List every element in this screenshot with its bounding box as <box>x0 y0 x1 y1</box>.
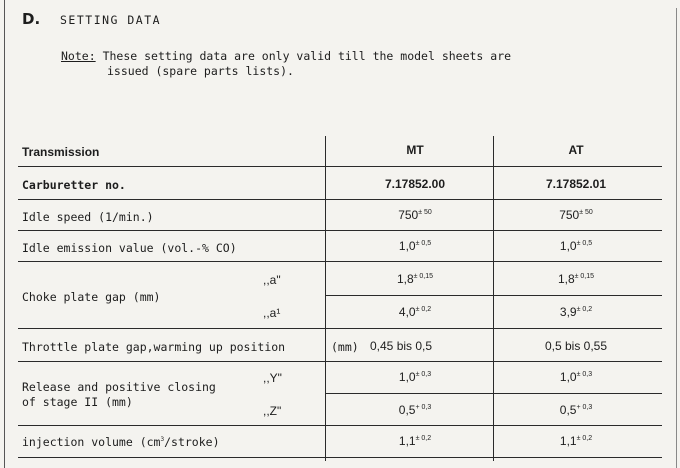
row-release-y-mt: $1,0^{\pm 0,3}$ <box>398 370 432 384</box>
row-injection-mt: $1,1^{\pm 0,2}$ <box>398 434 432 448</box>
row-idle-emission-mt: $1,0^{\pm 0,5}$ <box>398 239 432 253</box>
row-throttle-at: 0,5 bis 0,55 <box>544 339 608 353</box>
section-title: SETTING DATA <box>60 13 162 27</box>
row-choke-a1-mt: $4,0^{\pm 0,2}$ <box>398 305 432 319</box>
note-line-2: issued (spare parts lists). <box>107 64 294 78</box>
row-idle-emission-label: Idle emission value (vol.-% CO) <box>22 241 237 255</box>
note-label: Note: <box>61 49 96 63</box>
header-mt: MT <box>406 143 424 157</box>
row-release-sub-y: ,,Y" <box>263 371 282 385</box>
row-choke-sub-a1: ,,a¹ <box>263 306 281 320</box>
row-injection-at: $1,1^{\pm 0,2}$ <box>559 434 593 448</box>
row-release-y-at: $1,0^{\pm 0,3}$ <box>559 370 593 384</box>
row-choke-sub-a: ,,a" <box>263 273 281 287</box>
section-letter: D. <box>22 10 41 28</box>
row-release-sub-z: ,,Z" <box>263 404 282 418</box>
row-release-label-1: Release and positive closing <box>22 380 216 394</box>
row-choke-a-mt: $1,8^{\pm 0,15}$ <box>396 272 434 286</box>
note-block <box>61 49 511 79</box>
row-carburetter-label: Carburetter no. <box>22 178 126 192</box>
row-choke-a-at: $1,8^{\pm 0,15}$ <box>557 272 595 286</box>
row-throttle-unit: (mm) <box>331 340 359 354</box>
row-release-z-at: $0,5^{+ 0,3}$ <box>559 403 593 417</box>
header-transmission: Transmission <box>22 145 100 159</box>
row-throttle-label: Throttle plate gap,warming up position <box>22 340 286 354</box>
row-release-label-2: of stage II (mm) <box>22 395 133 409</box>
row-carburetter-at: 7.17852.01 <box>545 177 607 191</box>
row-idle-speed-label: Idle speed (1/min.) <box>22 210 154 224</box>
header-at: AT <box>568 143 584 157</box>
row-idle-emission-at: $1,0^{\pm 0,5}$ <box>559 239 593 253</box>
note-line-1: These setting data are only valid till the model sheets are <box>102 49 512 63</box>
row-release-z-mt: $0,5^{+ 0,3}$ <box>398 403 432 417</box>
page-frame-left <box>4 0 5 468</box>
row-choke-label: Choke plate gap (mm) <box>22 290 161 304</box>
row-choke-a1-at: $3,9^{\pm 0,2}$ <box>559 305 593 319</box>
row-carburetter-mt: 7.17852.00 <box>384 177 446 191</box>
row-idle-speed-mt: $750^{\pm 50}$ <box>398 208 432 222</box>
page-frame-right <box>676 8 677 468</box>
row-injection-label: injection volume $(cm^3/stroke)$ <box>22 435 220 449</box>
row-throttle-mt: 0,45 bis 0,5 <box>370 339 433 353</box>
row-idle-speed-at: $750^{\pm 50}$ <box>559 208 593 222</box>
